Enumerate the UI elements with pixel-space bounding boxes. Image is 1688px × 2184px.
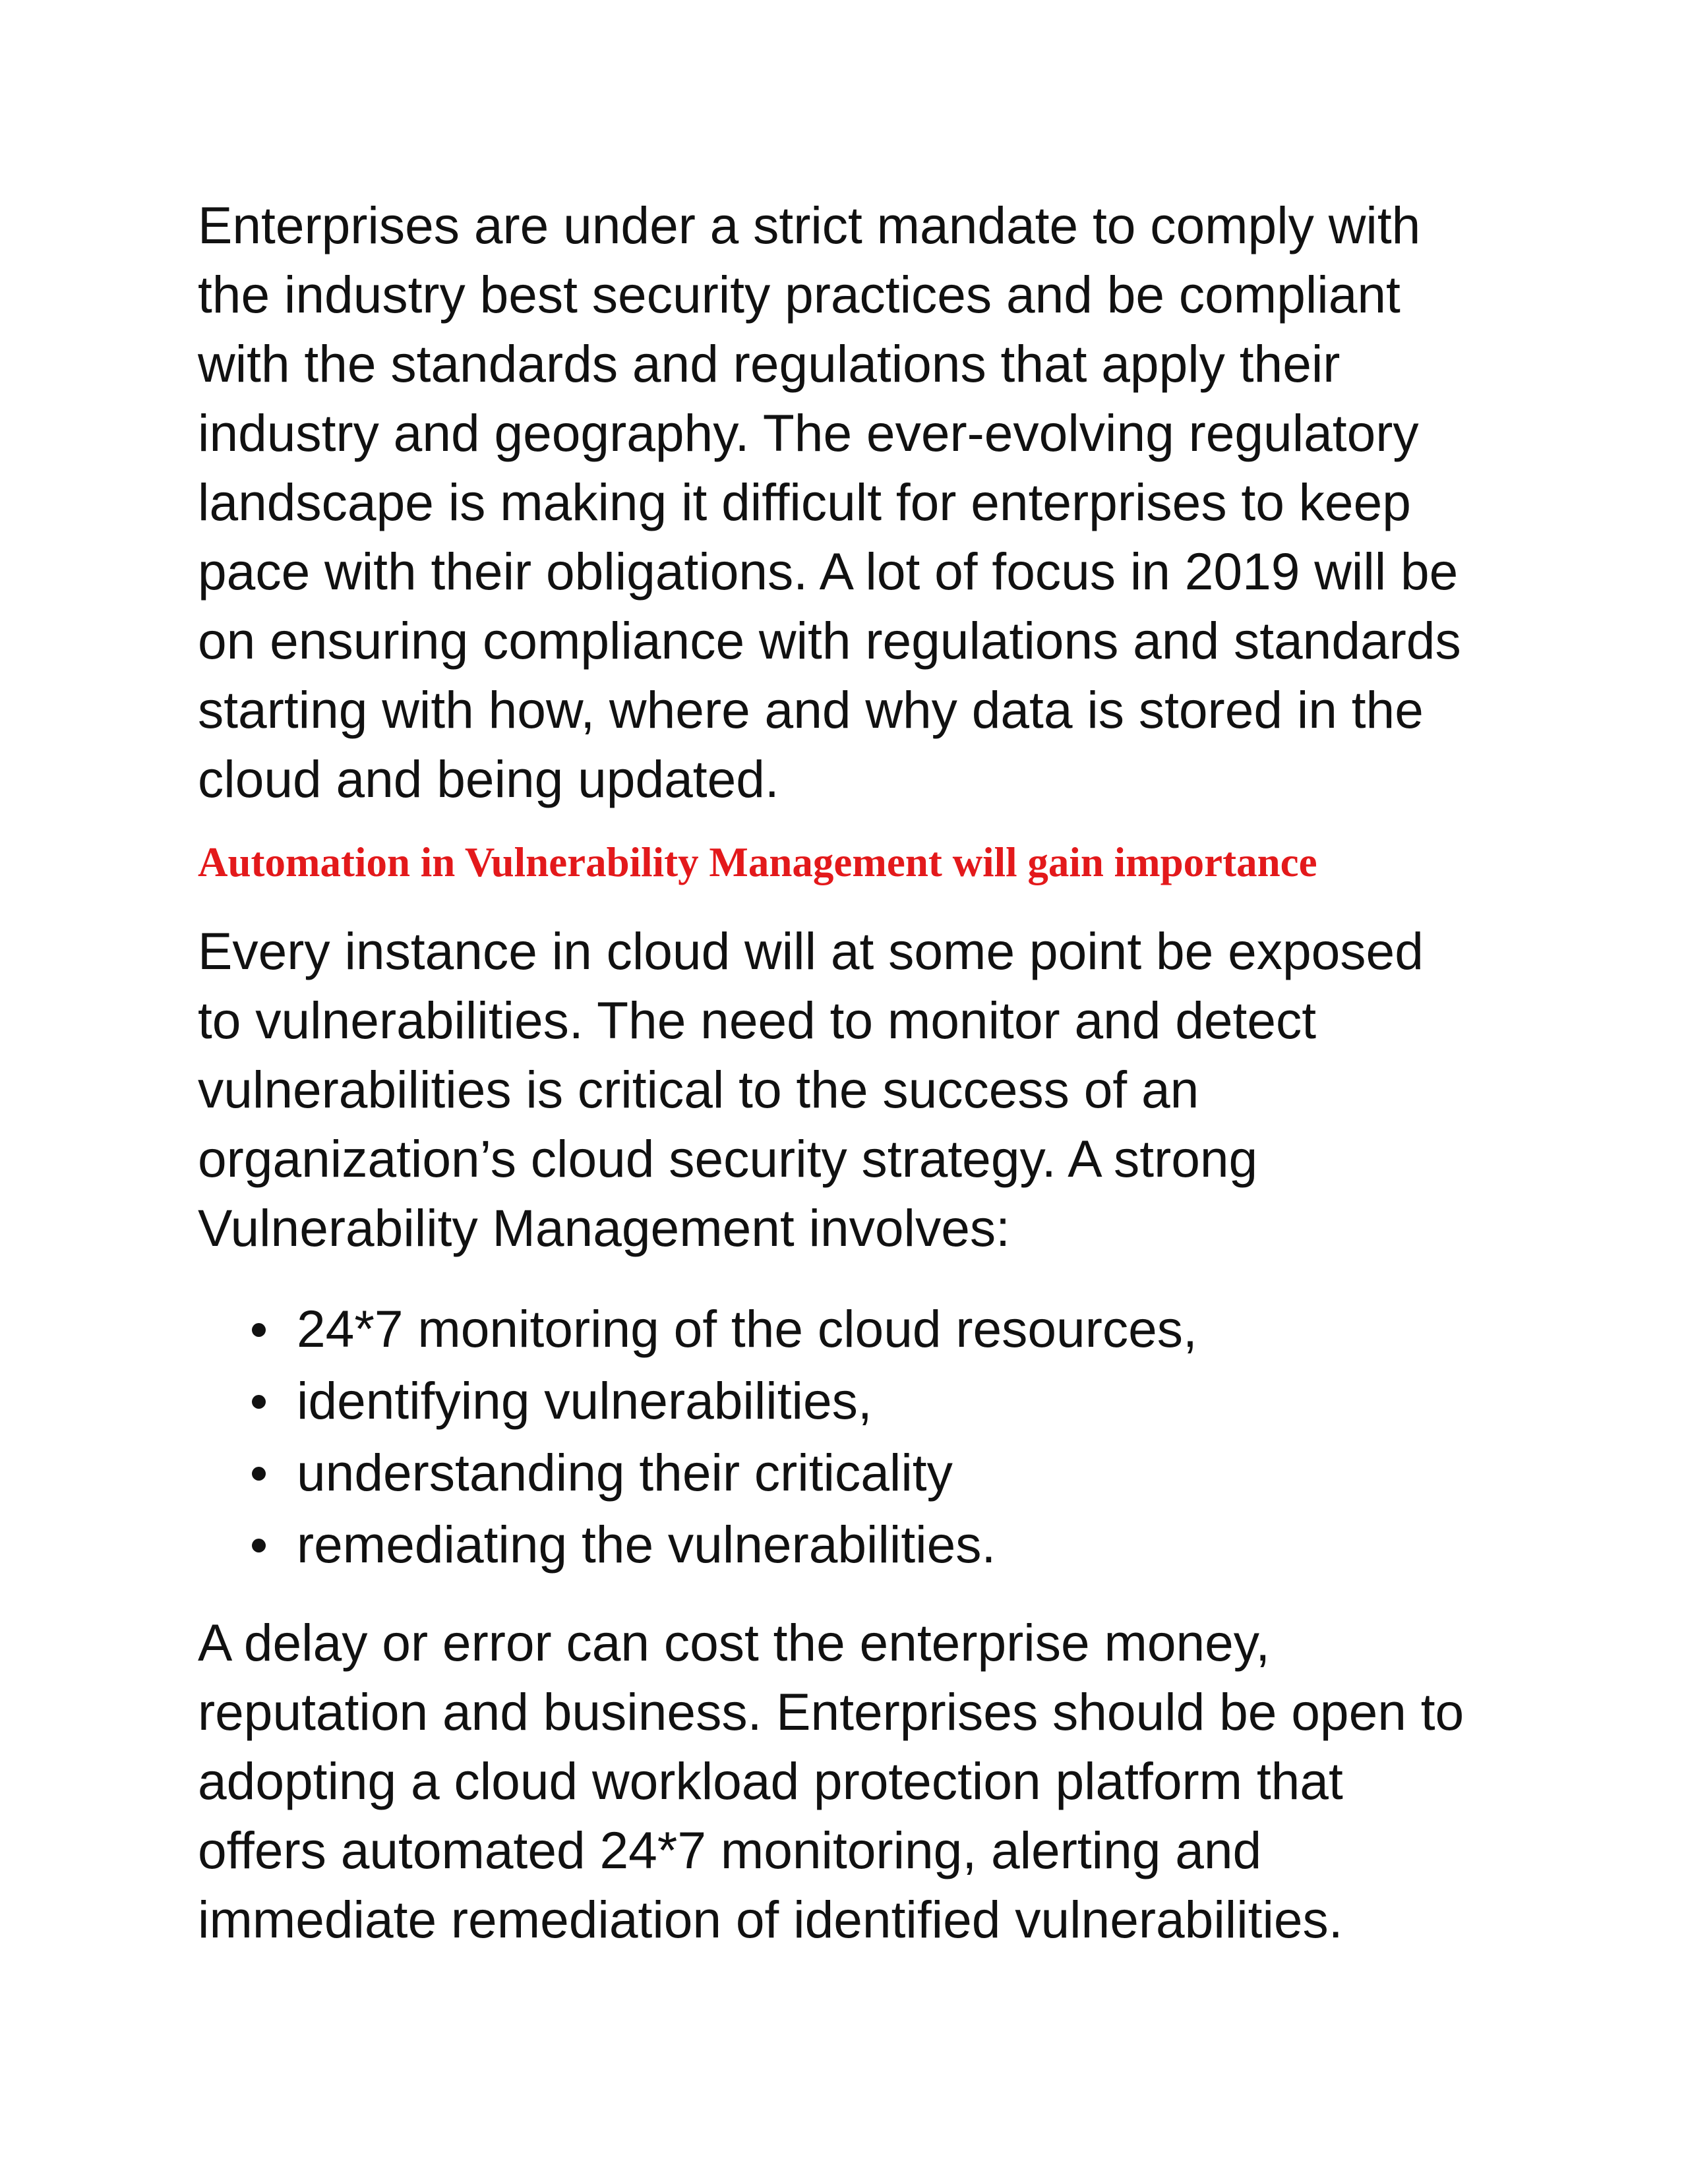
- list-item: [198, 1509, 1503, 1581]
- bullet-icon: [252, 1539, 266, 1552]
- list-item: [198, 1293, 1503, 1365]
- list-item-text: identifying vulnerabilities,: [297, 1372, 872, 1430]
- bullet-icon: [252, 1467, 266, 1481]
- list-item-text: understanding their criticality: [297, 1444, 953, 1502]
- bullet-list: [198, 1293, 1503, 1581]
- list-item-text: 24*7 monitoring of the cloud resources,: [297, 1300, 1197, 1358]
- list-item-text: remediating the vulnerabilities.: [297, 1516, 996, 1574]
- document-page: [198, 191, 1503, 1955]
- bullet-icon: [252, 1323, 266, 1337]
- list-item: [198, 1437, 1503, 1509]
- closing-paragraph: A delay or error can cost the enterprise money, reputation and business. Enterprises should be open to adopting a cloud workload protection platform that offers automated 24*7 monitoring, alerting and immediate remediation of identified vulnerabilities.: [198, 1614, 1464, 1949]
- section-heading: Automation in Vulnerability Management will gain importance: [198, 839, 1317, 885]
- vulnerability-paragraph: Every instance in cloud will at some point be exposed to vulnerabilities. The need to monitor and detect vulnerabilities is critical to the success of an organization’s cloud security strategy. A strong Vulnerability Management involves:: [198, 922, 1424, 1257]
- list-item: [198, 1365, 1503, 1437]
- bullet-icon: [252, 1395, 266, 1409]
- intro-paragraph: Enterprises are under a strict mandate to comply with the industry best security practices and be compliant with the standards and regulations that apply their industry and geography. The ever-evolving regulatory landscape is making it difficult for enterprises to keep pace with their obligations. A lot of focus in 2019 will be on ensuring compliance with regulations and standards starting with how, where and why data is stored in the cloud and being updated.: [198, 196, 1461, 808]
